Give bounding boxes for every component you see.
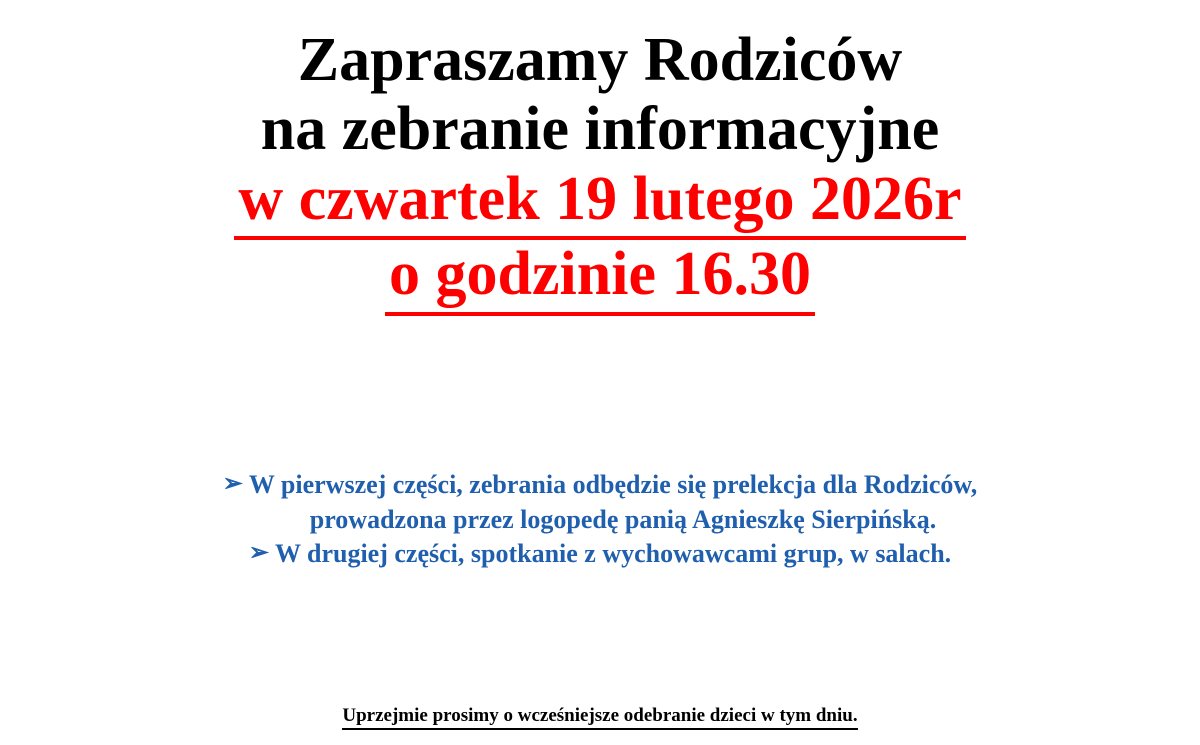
title-line-3 bbox=[0, 165, 1200, 240]
bullet-arrow-icon: ➢ bbox=[222, 471, 243, 497]
list-item-text: W drugiej części, spotkanie z wychowawcami grup, w salach. bbox=[274, 538, 952, 568]
list-item-text: W pierwszej części, zebrania odbędzie się prelekcja dla Rodziców, bbox=[248, 470, 978, 499]
footer-note: Uprzejmie prosimy o wcześniejsze odebranie dzieci w tym dniu. bbox=[342, 705, 857, 730]
list-item-text-second-line: prowadzona przez logopedę panią Agnieszkę Sierpińską. bbox=[309, 504, 937, 534]
title-line-3-underlined: w czwartek 19 lutego 2026r bbox=[234, 165, 965, 240]
footer bbox=[0, 705, 1200, 730]
list-item bbox=[0, 537, 1200, 572]
title-line-1: Zapraszamy Rodziców bbox=[297, 26, 903, 94]
title-line-4 bbox=[0, 240, 1200, 315]
title-line-4-underlined: o godzinie 16.30 bbox=[385, 240, 815, 315]
bullet-arrow-icon: ➢ bbox=[248, 539, 269, 566]
title-line-2: na zebranie informacyjne bbox=[260, 95, 940, 164]
list-item bbox=[0, 468, 1200, 503]
page-title bbox=[0, 26, 1200, 316]
bullet-list bbox=[0, 468, 1200, 572]
list-item-continuation bbox=[0, 503, 1200, 537]
